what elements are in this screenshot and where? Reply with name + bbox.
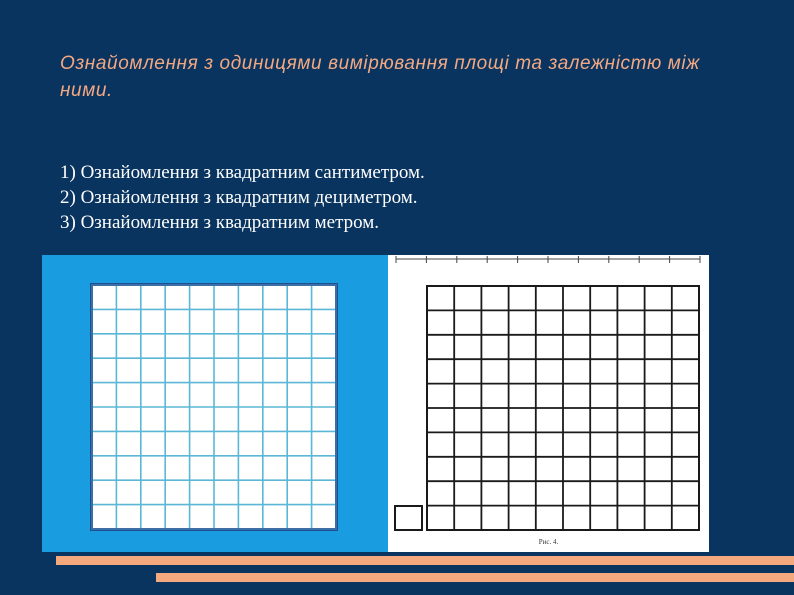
unit-square bbox=[395, 506, 422, 530]
blue-grid-picture bbox=[42, 255, 388, 552]
figure-caption: Рис. 4. bbox=[538, 538, 559, 546]
topic-item-3: 3) Ознайомлення з квадратним метром. bbox=[60, 212, 380, 233]
black-grid-picture bbox=[388, 255, 709, 552]
topic-item-1: 1) Ознайомлення з квадратним сантиметром. bbox=[60, 162, 425, 183]
accent-bar-bottom bbox=[156, 573, 794, 582]
topic-item-2: 2) Ознайомлення з квадратним дециметром. bbox=[60, 187, 418, 208]
accent-bar-top bbox=[56, 556, 794, 565]
square-grid-figure bbox=[388, 255, 709, 552]
topic-list bbox=[60, 160, 425, 235]
slide-title: Ознайомлення з одиницями вимірювання площі та залежністю між ними. bbox=[60, 53, 700, 101]
square-decimeter-grid-image bbox=[42, 255, 388, 552]
